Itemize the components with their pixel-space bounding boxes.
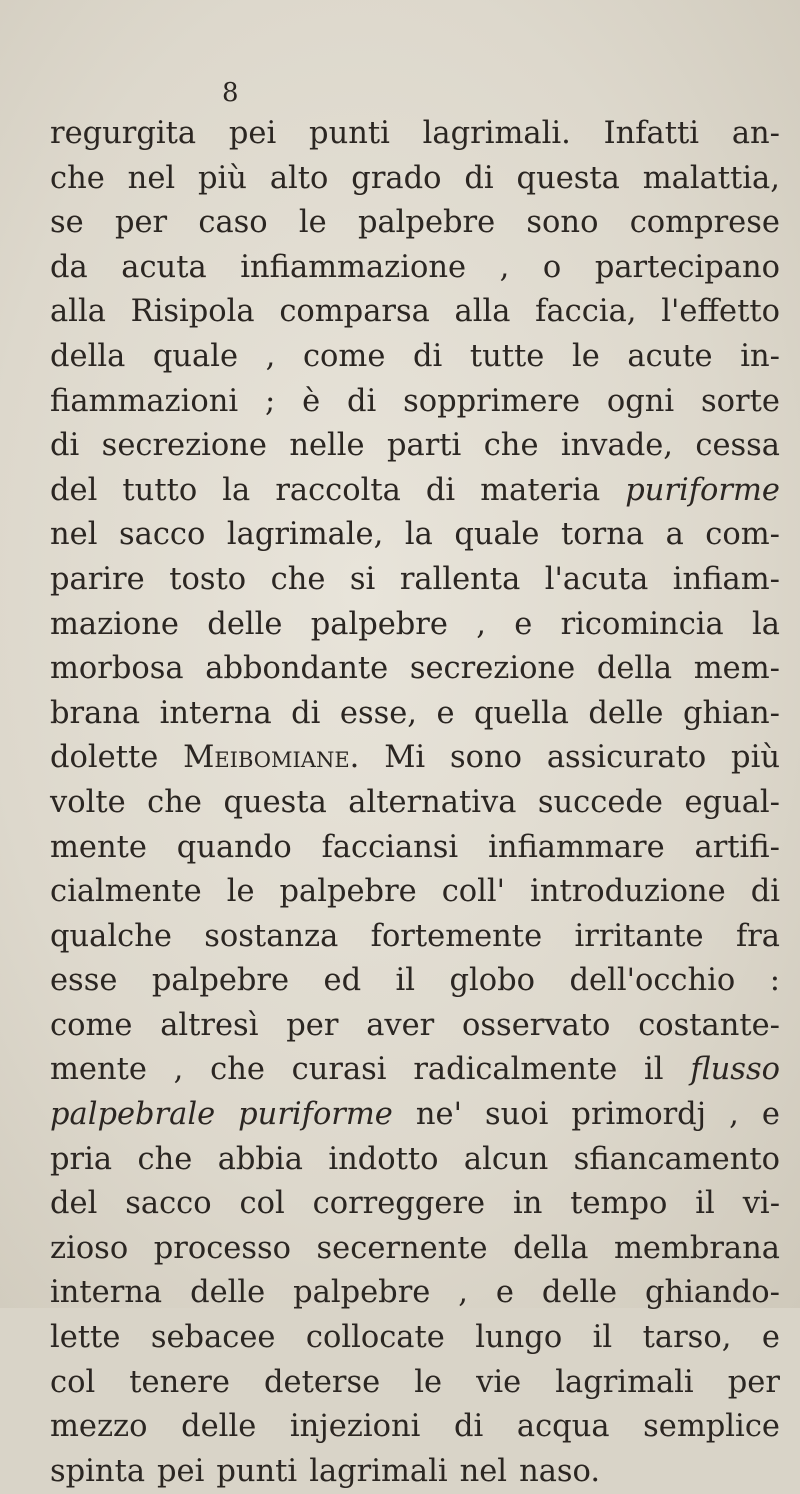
word: acuta <box>121 249 207 285</box>
text-line <box>50 112 780 157</box>
word: delle <box>207 606 283 642</box>
word: come <box>50 1007 133 1043</box>
text-line <box>50 157 780 202</box>
word: , <box>499 249 510 285</box>
word: invade, <box>560 428 673 464</box>
word: mazione <box>50 606 179 642</box>
word: ogni <box>606 383 675 419</box>
word: delle <box>181 1409 257 1445</box>
word: quale <box>454 517 540 553</box>
word: col <box>239 1186 285 1222</box>
word: malattia, <box>642 160 780 196</box>
word: pei <box>157 1453 205 1489</box>
word: spinta <box>50 1453 146 1489</box>
word: fra <box>735 918 780 954</box>
word: sebacee <box>150 1320 276 1356</box>
word: alto <box>269 160 329 196</box>
word: collocate <box>305 1320 445 1356</box>
word: globo <box>449 963 536 999</box>
word: correggere <box>312 1186 486 1222</box>
word: primordj <box>571 1097 707 1133</box>
word: che <box>137 1141 193 1177</box>
word: di <box>454 1409 484 1445</box>
word: , <box>173 1052 184 1088</box>
text-line <box>50 1405 780 1450</box>
page-number: 8 <box>222 78 239 108</box>
word: ed <box>323 963 362 999</box>
word: questa <box>516 160 620 196</box>
word: tempo <box>570 1186 668 1222</box>
word: di <box>346 383 377 419</box>
word: ne' <box>415 1097 462 1133</box>
word: acqua <box>516 1409 610 1445</box>
word: nel <box>50 517 98 553</box>
word: punti <box>216 1453 298 1489</box>
word: di <box>291 695 321 731</box>
word: quella <box>473 695 569 731</box>
text-line <box>50 424 780 469</box>
word: : <box>769 963 780 999</box>
word: pei <box>228 116 277 151</box>
word: , <box>265 338 276 374</box>
word: vie <box>476 1364 522 1400</box>
word: è <box>302 383 321 419</box>
word: comparsa <box>279 294 430 330</box>
word: si <box>349 561 376 597</box>
word: per <box>114 205 168 241</box>
word: tosto <box>169 561 247 597</box>
word: introduzione <box>530 874 726 910</box>
word: sorte <box>701 383 780 419</box>
word: che <box>50 160 105 196</box>
word: questa <box>223 784 327 820</box>
word: palpebre <box>293 1275 431 1311</box>
word: alternativa <box>348 784 517 820</box>
word: grado <box>351 160 442 196</box>
word: secernente <box>316 1230 488 1266</box>
word: quale <box>152 338 239 374</box>
word: le <box>298 205 327 241</box>
word: parire <box>50 561 145 597</box>
word: sostanza <box>204 918 339 954</box>
word: costante- <box>638 1007 780 1043</box>
text-line <box>50 1182 780 1227</box>
text-line <box>50 781 780 826</box>
word: infiammazione <box>240 249 467 285</box>
text-line <box>50 1271 780 1316</box>
word: palpebre <box>279 874 417 910</box>
word: e <box>761 1097 780 1133</box>
word: per <box>286 1007 339 1043</box>
word: fiammazioni <box>50 383 239 419</box>
word: infiammare <box>488 829 665 865</box>
word: infiam- <box>672 561 780 597</box>
word: punti <box>309 116 390 151</box>
word: cessa <box>695 428 780 464</box>
word: ricomincia <box>560 606 724 642</box>
word: egual- <box>684 784 780 820</box>
word: an- <box>731 116 780 151</box>
word: alla <box>50 294 106 330</box>
word: , <box>458 1275 468 1311</box>
word: nelle <box>289 428 365 464</box>
word: pria <box>50 1141 113 1177</box>
word: di <box>464 160 494 196</box>
word: zioso <box>50 1230 129 1266</box>
word: abbondante <box>205 651 389 687</box>
text-line <box>50 1227 780 1272</box>
word: la <box>222 472 251 508</box>
word: delle <box>541 1275 618 1311</box>
word: nel <box>127 160 176 196</box>
word: tutte <box>469 338 545 374</box>
word: in <box>512 1186 543 1222</box>
word: faccia, <box>535 294 637 330</box>
word: e <box>495 1275 514 1311</box>
word: indotto <box>328 1141 439 1177</box>
word: del <box>50 1186 98 1222</box>
word: Risipola <box>130 294 255 330</box>
word: qualche <box>50 918 172 954</box>
word: naso. <box>519 1453 601 1489</box>
word: torna <box>561 517 645 553</box>
word: o <box>542 249 562 285</box>
word: succede <box>537 784 663 820</box>
word: da <box>50 249 88 285</box>
word: irritante <box>574 918 704 954</box>
text-line <box>50 915 780 960</box>
word: il <box>592 1320 613 1356</box>
word: alcun <box>463 1141 549 1177</box>
word: processo <box>153 1230 291 1266</box>
word: flusso <box>690 1052 780 1088</box>
word: palpebrale <box>50 1097 216 1133</box>
word: palpebre <box>310 606 448 642</box>
word: mezzo <box>50 1409 148 1445</box>
word: lungo <box>475 1320 563 1356</box>
word: Meibomiane. <box>183 740 360 776</box>
word: sacco <box>118 517 206 553</box>
word: esse <box>50 963 118 999</box>
word: della <box>50 338 126 374</box>
word: curasi <box>291 1052 387 1088</box>
word: lagrimali <box>555 1364 694 1400</box>
word: dell'occhio <box>569 963 736 999</box>
word: quando <box>176 829 292 865</box>
word: della <box>513 1230 589 1266</box>
word: alla <box>454 294 511 330</box>
text-line <box>50 603 780 648</box>
word: membrana <box>613 1230 780 1266</box>
word: ; <box>264 383 276 419</box>
word: suoi <box>484 1097 549 1133</box>
word: delle <box>190 1275 266 1311</box>
word: puriforme <box>625 472 780 508</box>
text-line <box>50 959 780 1004</box>
word: com- <box>705 517 780 553</box>
word: , <box>729 1097 739 1133</box>
word: caso <box>198 205 268 241</box>
word: materia <box>480 472 601 508</box>
word: sacco <box>125 1186 212 1222</box>
text-line <box>50 380 780 425</box>
word: le <box>226 874 255 910</box>
word: coll' <box>441 874 506 910</box>
text-line <box>50 736 780 781</box>
text-line <box>50 647 780 692</box>
word: puriforme <box>238 1097 393 1133</box>
word: che <box>483 428 539 464</box>
word: la <box>752 606 780 642</box>
word: aver <box>366 1007 435 1043</box>
text-line <box>50 826 780 871</box>
word: comprese <box>629 205 780 241</box>
word: tenere <box>129 1364 230 1400</box>
word: di <box>425 472 456 508</box>
word: e <box>436 695 455 731</box>
word: più <box>198 160 247 196</box>
word: l'acuta <box>544 561 649 597</box>
word: la <box>404 517 433 553</box>
word: le <box>414 1364 443 1400</box>
word: di <box>50 428 80 464</box>
word: dolette <box>50 740 159 776</box>
word: lagrimali <box>309 1453 448 1489</box>
word: il <box>395 963 416 999</box>
word: che <box>270 561 326 597</box>
word: che <box>147 784 202 820</box>
word: ghian- <box>682 695 780 731</box>
text-line <box>50 1361 780 1406</box>
word: di <box>413 338 443 374</box>
word: e <box>514 606 533 642</box>
text-line <box>50 513 780 558</box>
word: , <box>476 606 486 642</box>
word: acute <box>627 338 713 374</box>
word: il <box>644 1052 664 1088</box>
word: mem- <box>693 651 780 687</box>
word: palpebre <box>357 205 496 241</box>
word: lagrimali. <box>422 116 571 151</box>
word: sono <box>526 205 599 241</box>
word: interna <box>159 695 272 731</box>
word: secrezione <box>101 428 267 464</box>
word: assicurato <box>546 740 707 776</box>
word: injezioni <box>289 1409 421 1445</box>
word: semplice <box>643 1409 780 1445</box>
word: lette <box>50 1320 121 1356</box>
word: più <box>731 740 780 776</box>
text-line <box>50 201 780 246</box>
text-line <box>50 469 780 514</box>
word: radicalmente <box>413 1052 618 1088</box>
word: secrezione <box>409 651 576 687</box>
word: fortemente <box>370 918 543 954</box>
word: parti <box>387 428 462 464</box>
word: tarso, <box>642 1320 732 1356</box>
word: le <box>571 338 600 374</box>
word: col <box>50 1364 96 1400</box>
text-line <box>50 1004 780 1049</box>
word: mente <box>50 829 147 865</box>
word: l'effetto <box>661 294 780 330</box>
word: rallenta <box>399 561 521 597</box>
text-line <box>50 290 780 335</box>
word: raccolta <box>275 472 401 508</box>
word: come <box>302 338 386 374</box>
word: palpebre <box>151 963 290 999</box>
word: tutto <box>122 472 198 508</box>
word: interna <box>50 1275 163 1311</box>
word: in- <box>740 338 780 374</box>
word: ghiando- <box>645 1275 780 1311</box>
text-line <box>50 335 780 380</box>
word: abbia <box>217 1141 303 1177</box>
text-line <box>50 870 780 915</box>
text-line <box>50 1138 780 1183</box>
word: se <box>50 205 84 241</box>
word: di <box>750 874 780 910</box>
word: e <box>761 1320 780 1356</box>
text-line <box>50 692 780 737</box>
word: per <box>727 1364 780 1400</box>
text-line <box>50 1316 780 1361</box>
text-line <box>50 1048 780 1093</box>
word: a <box>665 517 684 553</box>
word: esse, <box>339 695 417 731</box>
word: Mi <box>384 740 426 776</box>
word: vi- <box>742 1186 780 1222</box>
word: partecipano <box>594 249 780 285</box>
word: sopprimere <box>403 383 581 419</box>
text-line <box>50 1450 780 1494</box>
word: altresì <box>160 1007 259 1043</box>
word: facciansi <box>321 829 459 865</box>
word: nel <box>459 1453 508 1489</box>
word: Infatti <box>603 116 700 151</box>
word: delle <box>588 695 664 731</box>
word: brana <box>50 695 141 731</box>
word: artifi- <box>694 829 780 865</box>
word: cialmente <box>50 874 202 910</box>
text-line <box>50 246 780 291</box>
word: sono <box>450 740 523 776</box>
text-line <box>50 558 780 603</box>
word: mente <box>50 1052 147 1088</box>
word: volte <box>50 784 126 820</box>
word: morbosa <box>50 651 184 687</box>
word: che <box>210 1052 265 1088</box>
word: il <box>695 1186 715 1222</box>
word: del <box>50 472 98 508</box>
text-line <box>50 1093 780 1138</box>
word: deterse <box>264 1364 381 1400</box>
word: regurgita <box>50 116 197 151</box>
word: osservato <box>462 1007 611 1043</box>
body-text <box>50 112 780 1494</box>
word: della <box>596 651 673 687</box>
word: sfiancamento <box>573 1141 780 1177</box>
word: lagrimale, <box>226 517 384 553</box>
